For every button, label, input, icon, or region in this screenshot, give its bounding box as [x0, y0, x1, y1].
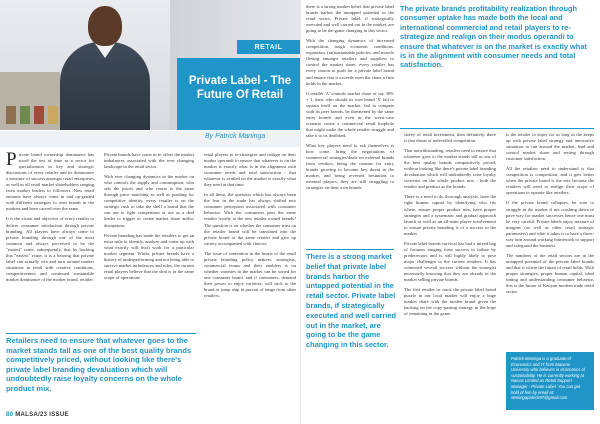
paragraph: storey of retail investment, then definitely, there is that threat of unlevelled competition.: [404, 132, 496, 144]
paragraph: That notwithstanding, retailers need to ensure that whatever goes to the market stands tall as one of the best quality brands competitively priced, without looking like there's private label branding devaluation which will undoubtedly raise loyalty concerns on the whole product mix - both the retailer and product as the brands.: [404, 148, 496, 190]
author-bio: Patrick Maninga is a graduate of Economics and IT from Maseno University who believes in economics of sustainability. He is currently working at Naivas Limited as Retail Support Manager - Private Label. You can get hold of him by email at: Maningapatrick97@gmail.com: [506, 352, 594, 410]
paragraph: The first retailer to crack the private label brand puzzle in our local market will enjoy a huge market share with the mother brand given the backing on the copy-pasting strategy in the hope of remaining in the game.: [404, 287, 496, 317]
pullquote-rule: [400, 128, 594, 129]
paragraph: It is the vision and objective of every retailer to deliver consumer satisfaction through private branding. All players have always come to private branding through one of the most common and always perceived to be the "easiest" route, subsequently, that by backing this "easiest" route, it is a bearing that private label can actually win and turn around market situations in retail with creative conditions, competitiveness and continued sustainable market dominance of the mother brand, retailer.: [6, 216, 94, 282]
paragraph: there is a strong market belief that private label brands harbor the untapped potential in the retail sector. Private label, if strategically executed and well carried out in the market, are going to be the game changing in this sector.: [306, 4, 394, 34]
paragraph: If retailer 'A' controls market share of say 30% + 1, then, who should its own brand 'X' fail to sustain itself on the market, fail to compete with its peer brands, be threatened by the same entry brands and even in the worst-case scenario create a commercial retail loophole that might make the whole retailer struggle and take it to its deathbed.: [306, 90, 394, 138]
paragraph: With the changing dynamics of increased competition, tough economic conditions, expansion, (un)sustainable policies, and muscle flexing amongst retailers and suppliers to control the market share, every retailer has every reason to push for a private label brand and ensure that it exceeds even the share a firm holds in the market.: [306, 38, 394, 86]
top-pullquote: The private brands profitability realization through consumer uptake has made both the local and international commercial and retail players to re-strategize and realign on their modus operandi to ensure that whatever is on the market is exactly what is in the alignment with consumer needs and total satisfaction.: [400, 4, 587, 70]
pullquote-rule: [306, 249, 394, 250]
pullquote-rule: [6, 333, 196, 334]
page-number: 80: [6, 412, 14, 418]
left-column-1: [6, 152, 94, 332]
paragraph: If the private brand collapses, be sure to struggle in the market if not crashing down to pave way for market successes hence one must be very careful. Private labels enjoy mixture of margins (as well as other retail strategic parameters) and what it takes is to have a three-way turn around working framework to support and safeguard the business.: [506, 200, 594, 248]
paragraph: All the retailers need to understand is that competition is competition, and it gets better when the private brand is the mix because the retailers will need to realign their scope of operations to operate like retailers.: [506, 166, 594, 196]
page-gutter: [300, 0, 301, 424]
paragraph: The numbers of the retail sectors are in the untapped potential of the private label brands and that is where the future of retail holds. With proper strategies, proper human capital, ideal timing and understanding consumer behavior, this is the future of Kenyan modern trade retail sector.: [506, 252, 594, 295]
paragraph: There is a need to do thorough analysis, have the right human capital by identifying who fits where, ensure proper product mix, have proper strategies and a systematic and gradual approach launch as well as an all-team player involvement to ensure private branding is of a success in the market.: [404, 194, 496, 236]
left-column-2: [104, 152, 194, 332]
section-tag: RETAIL: [237, 40, 300, 54]
right-pullquote: There is a strong market belief that private label brands harbor the untapped potential in the retail sector. Private label brands, if strategically executed and well carried out in the market, are going to be the game changing in this sector.: [306, 252, 396, 350]
person-figure: [60, 6, 150, 130]
issue-label: MALSA/23 ISSUE: [15, 412, 69, 418]
paragraph: With ever changing dynamics in the market on who controls the supply and consumption, who sets the prices and who reacts to the same through price matching as well as pushing for competitive identity, every retailer is on the strategic rush to take the shelf a brand that the can use to fight competition or use as a deal leader to trigger or create market share and/or disruptions.: [104, 174, 194, 228]
byline: By Patrick Maninga: [205, 133, 266, 140]
article-title: Private Label - The Future Of Retail: [188, 75, 292, 101]
paragraph: is the retailer to enjoy for as long as the keeps up with private label strategy and innovative situations to run around the market, lead and control market share and setting through customer satisfaction.: [506, 132, 594, 162]
paragraph: Private branding has made the retailers to get an extra mile to identify, analyze and come up with what exactly will (not) work for a particular market segment. Whilst private brands have a history of underperforming and not being able to survive market turbulences and rules, the current retail players believe that the deal is in the same scope of operations.: [104, 232, 194, 280]
paragraph: Private brand ownership dominance has stood the test of time as a sector for specialization in key and strategic discussions of every retailer and its dominance a measure of success amongst retail enterprises as well as all retail market shareholders ranging from market leaders to followers. New retail entrants have always come in and up-graded with different strategies to own brands in the markets and have carved over the same.: [6, 152, 94, 212]
left-column-3: [204, 152, 296, 392]
paragraph: Private brands have come in to offset the market imbalances associated with the ever changing landscape in the retail sector.: [104, 152, 194, 170]
paragraph: The issue of contention in the hearts of the retail private branding policy makers, strategists, commercial teams and their enablers is on whether varieties in the market can be sorted for one consumer brand, and if consumers, demand their power to enjoy varieties, will stick to the brand or jump ship in pursuit of range from other retailers.: [204, 250, 296, 299]
right-column-1: [306, 4, 394, 244]
left-pullquote: Retailers need to ensure that whatever goes to the market stands tall as one of the best quality brands competitively priced, without looking like there's private label branding devaluation which will undoubtedly raise loyalty concerns on the whole product mix.: [6, 336, 192, 393]
store-shelf: [0, 72, 60, 130]
page-footer: [6, 412, 69, 418]
right-column-2: [404, 132, 496, 414]
right-column-3: [506, 132, 594, 348]
paragraph: What key players need to ask themselves is how come, bring the negotiations of commercial strategies/deals on external brands from vendors, being the reasons for entry brands growing to become key threat in the market, and being reversed hesitation to external players, they are still struggling to strategize on their own brands.: [306, 142, 394, 191]
paragraph: In all these, the question which has always been the fear in the trade has always shifted into consumer perception associated with consumer behavior. With the consumers pass the same retailer loyalty to the new retailer owned brands? The question is on whether the consumer trust on the retailer brand will be translated into the private brand of the same retailer and give up variety accompanied with choices.: [204, 192, 296, 246]
paragraph: retail players to re-strategize and realign on their modus operandi to ensure that whatever is on the market is exactly what is in the alignment with consumer needs and total satisfaction - that whatever is availed on the market is exactly what they need at that time.: [204, 152, 296, 188]
paragraph: Private label brands survival has had a mixed bag of fortunes ranging from success to failure by predecessors and is still highly likely to pose major challenges to the current retailers. It has witnessed several success without the strategist necessarily knowing that they are already in the market selling private brands.: [404, 240, 496, 283]
